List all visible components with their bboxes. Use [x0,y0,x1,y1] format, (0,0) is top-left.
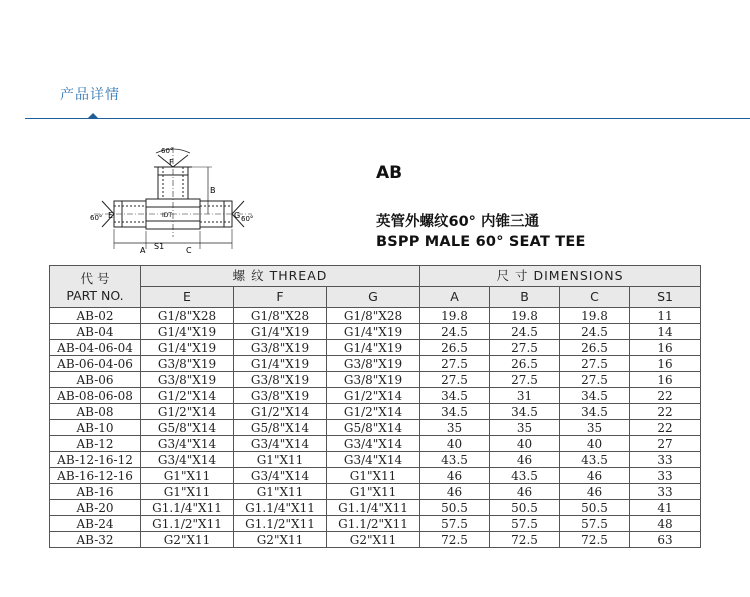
table-row [50,484,701,500]
table-cell-f: G1/4"X19 [234,324,327,340]
column-header-c: C [560,287,630,308]
table-row [50,436,701,452]
table-cell-s1: 41 [630,500,701,516]
table-cell-a: 72.5 [420,532,490,548]
table-cell-a: 26.5 [420,340,490,356]
table-cell-a: 35 [420,420,490,436]
table-row [50,404,701,420]
column-header-a: A [420,287,490,308]
table-cell-b: 43.5 [490,468,560,484]
table-cell-f: G1/8"X28 [234,308,327,324]
table-cell-c: 27.5 [560,356,630,372]
table-cell-e: G5/8"X14 [141,420,234,436]
column-header-g: G [327,287,420,308]
table-cell-e: G1.1/2"X11 [141,516,234,532]
table-cell-b: 46 [490,484,560,500]
table-cell-s1: 16 [630,372,701,388]
table-cell-c: 27.5 [560,372,630,388]
table-cell-g: G1/4"X19 [327,340,420,356]
table-cell-s1: 63 [630,532,701,548]
table-cell-f: G1.1/2"X11 [234,516,327,532]
table-cell-b: 57.5 [490,516,560,532]
table-cell-g: G1/4"X19 [327,324,420,340]
part-number-cell: AB-10 [50,420,141,436]
table-cell-b: 34.5 [490,404,560,420]
product-name-cn: 英管外螺纹60° 内锥三通 [376,214,539,230]
table-cell-b: 35 [490,420,560,436]
part-no-header-en: PART NO. [66,287,124,303]
table-cell-e: G2"X11 [141,532,234,548]
table-cell-e: G1/4"X19 [141,324,234,340]
table-cell-b: 27.5 [490,340,560,356]
table-cell-b: 24.5 [490,324,560,340]
table-cell-e: G3/4"X14 [141,436,234,452]
table-cell-f: G1/2"X14 [234,404,327,420]
table-cell-g: G3/8"X19 [327,372,420,388]
table-cell-f: G1"X11 [234,484,327,500]
table-cell-s1: 33 [630,484,701,500]
table-cell-s1: 22 [630,404,701,420]
table-cell-a: 46 [420,468,490,484]
part-number-cell: AB-08 [50,404,141,420]
part-number-cell: AB-24 [50,516,141,532]
table-cell-c: 26.5 [560,340,630,356]
section-divider-notch [87,113,99,119]
product-name-en: BSPP MALE 60° SEAT TEE [376,234,586,250]
table-cell-c: 24.5 [560,324,630,340]
table-cell-c: 40 [560,436,630,452]
column-header-e: E [141,287,234,308]
column-header-b: B [490,287,560,308]
table-cell-e: G1.1/4"X11 [141,500,234,516]
dimensions-header: 尺 寸 DIMENSIONS [420,266,701,287]
table-cell-f: G1/4"X19 [234,356,327,372]
table-cell-f: G3/4"X14 [234,436,327,452]
table-cell-c: 34.5 [560,388,630,404]
table-row [50,516,701,532]
table-row [50,500,701,516]
table-cell-e: G1"X11 [141,468,234,484]
table-row [50,388,701,404]
table-cell-s1: 33 [630,452,701,468]
angle-top-label: 60° [161,147,174,155]
table-cell-e: G1/4"X19 [141,340,234,356]
table-row [50,420,701,436]
column-header-f: F [234,287,327,308]
table-row [50,324,701,340]
table-cell-g: G1/8"X28 [327,308,420,324]
table-cell-a: 24.5 [420,324,490,340]
idt-label: IDT [162,212,173,219]
table-row [50,452,701,468]
spec-table-body [50,308,701,548]
table-cell-e: G1/2"X14 [141,404,234,420]
dimension-a-label: A [140,246,146,255]
part-no-header [50,266,141,308]
table-cell-f: G1.1/4"X11 [234,500,327,516]
table-cell-f: G1"X11 [234,452,327,468]
table-cell-b: 26.5 [490,356,560,372]
table-cell-c: 57.5 [560,516,630,532]
angle-left-label: 60° [90,214,103,222]
part-number-cell: AB-06 [50,372,141,388]
table-cell-f: G3/8"X19 [234,372,327,388]
table-cell-f: G5/8"X14 [234,420,327,436]
part-number-cell: AB-16 [50,484,141,500]
table-cell-s1: 16 [630,340,701,356]
table-cell-a: 19.8 [420,308,490,324]
table-cell-b: 40 [490,436,560,452]
table-cell-e: G1"X11 [141,484,234,500]
product-model: AB [376,163,403,183]
table-cell-g: G1.1/2"X11 [327,516,420,532]
table-cell-f: G3/8"X19 [234,388,327,404]
section-divider [25,118,750,119]
tee-fitting-drawing [88,145,258,257]
table-cell-s1: 16 [630,356,701,372]
table-cell-g: G3/8"X19 [327,356,420,372]
spec-table [49,265,701,548]
table-cell-e: G1/2"X14 [141,388,234,404]
dimension-b-label: B [210,186,216,195]
section-title: 产品详情 [60,87,120,103]
table-row [50,340,701,356]
table-cell-a: 27.5 [420,372,490,388]
table-cell-f: G3/8"X19 [234,340,327,356]
table-cell-s1: 48 [630,516,701,532]
table-cell-s1: 33 [630,468,701,484]
table-cell-e: G3/8"X19 [141,356,234,372]
table-cell-c: 46 [560,468,630,484]
table-cell-a: 50.5 [420,500,490,516]
table-cell-f: G3/4"X14 [234,468,327,484]
table-row [50,532,701,548]
column-header-s1: S1 [630,287,701,308]
table-cell-c: 50.5 [560,500,630,516]
table-cell-e: G3/8"X19 [141,372,234,388]
table-cell-g: G2"X11 [327,532,420,548]
angle-right-label: 60° [241,215,254,223]
part-number-cell: AB-16-12-16 [50,468,141,484]
part-number-cell: AB-04 [50,324,141,340]
table-row [50,308,701,324]
table-cell-b: 72.5 [490,532,560,548]
table-cell-s1: 22 [630,420,701,436]
table-cell-g: G3/4"X14 [327,452,420,468]
table-cell-c: 34.5 [560,404,630,420]
table-cell-a: 27.5 [420,356,490,372]
table-row [50,468,701,484]
table-cell-g: G1.1/4"X11 [327,500,420,516]
table-cell-c: 46 [560,484,630,500]
table-cell-s1: 27 [630,436,701,452]
table-cell-s1: 14 [630,324,701,340]
part-number-cell: AB-20 [50,500,141,516]
part-number-cell: AB-04-06-04 [50,340,141,356]
table-cell-a: 40 [420,436,490,452]
part-number-cell: AB-06-04-06 [50,356,141,372]
part-number-cell: AB-12-16-12 [50,452,141,468]
table-cell-g: G1"X11 [327,468,420,484]
part-no-header-cn: 代 号 [80,270,110,286]
table-cell-c: 43.5 [560,452,630,468]
table-cell-b: 31 [490,388,560,404]
part-number-cell: AB-32 [50,532,141,548]
table-cell-s1: 22 [630,388,701,404]
table-cell-g: G5/8"X14 [327,420,420,436]
table-row [50,372,701,388]
part-number-cell: AB-12 [50,436,141,452]
table-cell-b: 19.8 [490,308,560,324]
table-cell-f: G2"X11 [234,532,327,548]
table-cell-e: G1/8"X28 [141,308,234,324]
table-cell-g: G1"X11 [327,484,420,500]
thread-g-label: G [234,211,241,220]
table-cell-c: 19.8 [560,308,630,324]
table-cell-a: 34.5 [420,404,490,420]
table-cell-g: G3/4"X14 [327,436,420,452]
table-row [50,356,701,372]
table-cell-c: 72.5 [560,532,630,548]
part-number-cell: AB-08-06-08 [50,388,141,404]
table-cell-a: 43.5 [420,452,490,468]
dimension-s1-label: S1 [154,242,165,251]
thread-e-label: E [108,211,114,220]
table-cell-s1: 11 [630,308,701,324]
part-number-cell: AB-02 [50,308,141,324]
table-cell-b: 46 [490,452,560,468]
table-cell-a: 34.5 [420,388,490,404]
table-cell-g: G1/2"X14 [327,404,420,420]
thread-f-label: F [169,158,174,167]
table-cell-b: 50.5 [490,500,560,516]
table-cell-g: G1/2"X14 [327,388,420,404]
dimension-c-label: C [186,246,192,255]
table-cell-b: 27.5 [490,372,560,388]
thread-header: 螺 纹 THREAD [141,266,420,287]
table-cell-e: G3/4"X14 [141,452,234,468]
table-cell-a: 46 [420,484,490,500]
table-cell-a: 57.5 [420,516,490,532]
table-cell-c: 35 [560,420,630,436]
